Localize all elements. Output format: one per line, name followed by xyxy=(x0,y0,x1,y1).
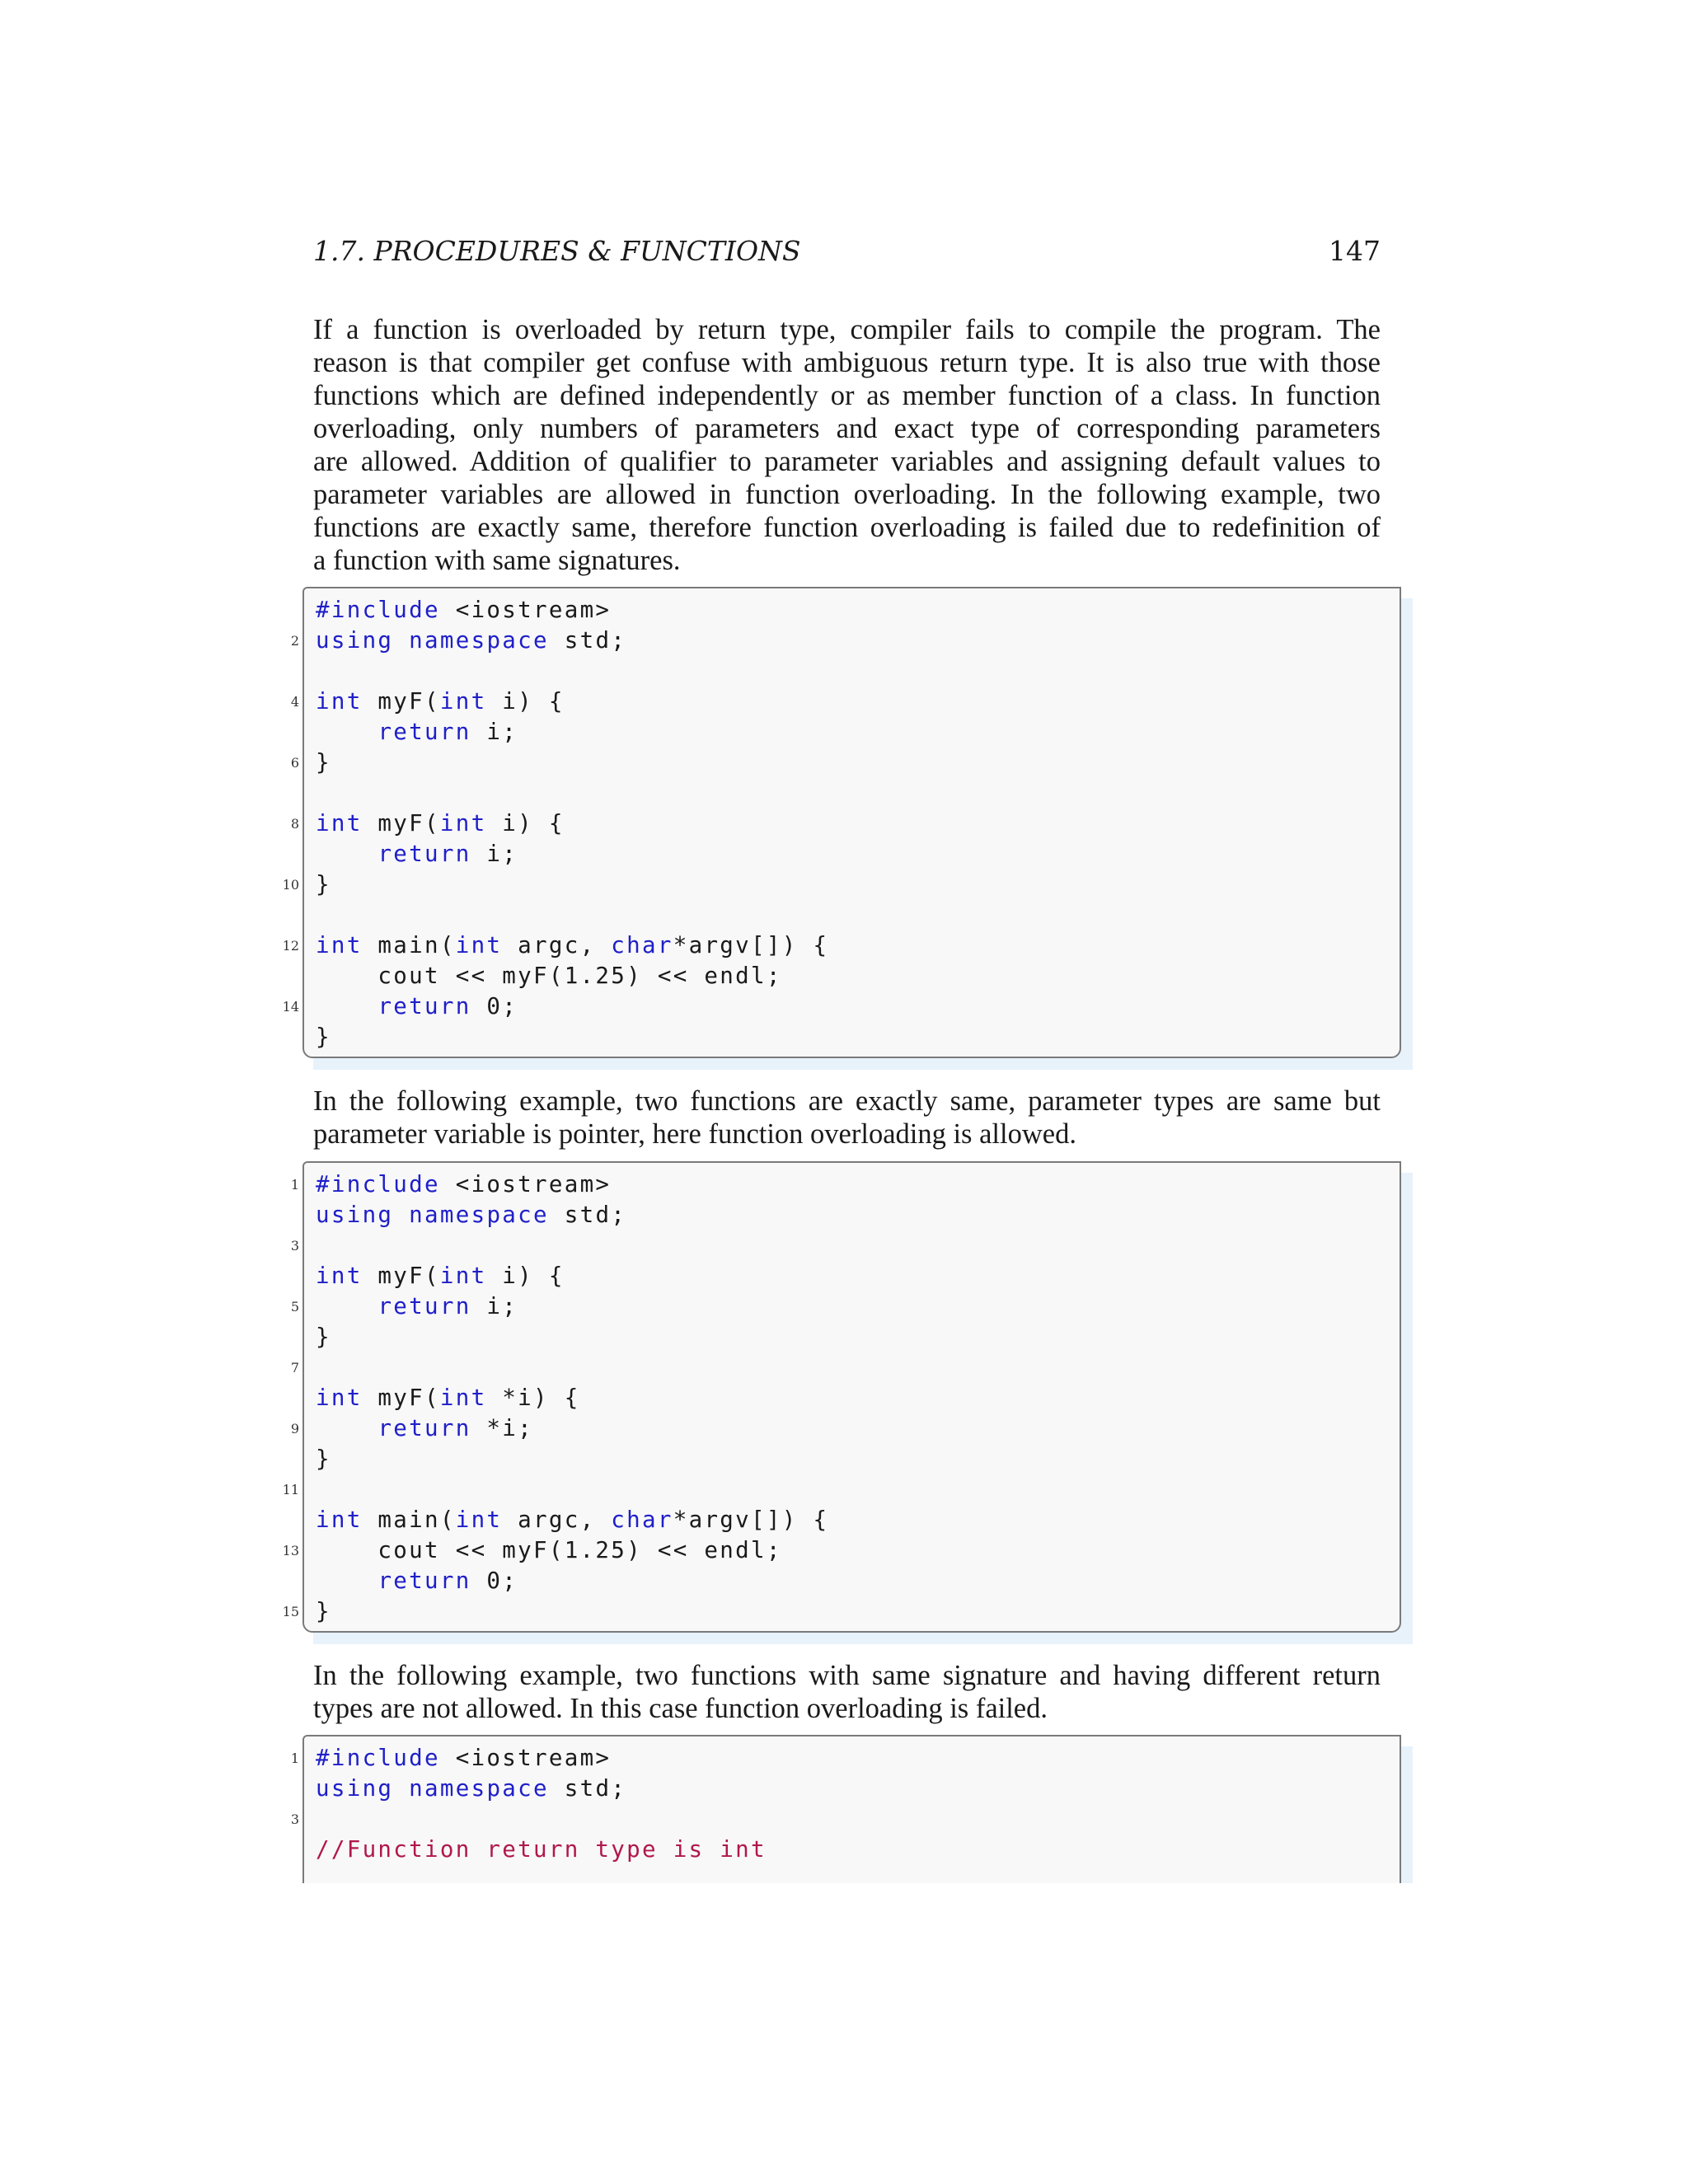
code-token: *argv[]) { xyxy=(673,932,829,958)
code-listing-redefinition xyxy=(272,587,1401,1058)
paragraph-line: a function with same signatures. xyxy=(313,545,681,576)
line-number: 10 xyxy=(282,877,299,893)
code-keyword: int xyxy=(439,810,487,837)
code-token xyxy=(316,841,377,867)
code-token: std; xyxy=(548,1202,627,1228)
code-text xyxy=(316,1505,828,1535)
code-line xyxy=(272,1230,1401,1261)
code-keyword: #include xyxy=(316,1171,440,1197)
paragraph-line: overloading, only numbers of parameters and exact type of corresponding parameters xyxy=(313,413,1381,444)
code-line xyxy=(272,595,1401,626)
code-keyword: char xyxy=(611,1507,673,1533)
line-number: 3 xyxy=(290,1811,299,1827)
code-line xyxy=(272,778,1401,808)
code-line xyxy=(272,1505,1401,1535)
code-keyword: int xyxy=(316,810,363,837)
code-line xyxy=(272,1474,1401,1505)
line-number: 14 xyxy=(282,999,299,1015)
paragraph-line: In the following example, two functions are exactly same, parameter types are same but xyxy=(313,1085,1381,1117)
code-token: i) { xyxy=(486,1263,565,1289)
code-comment: //Function return type is int xyxy=(316,1836,767,1863)
code-line xyxy=(272,900,1401,930)
code-text xyxy=(316,626,626,656)
code-token: main( xyxy=(362,1507,456,1533)
code-keyword: #include xyxy=(316,597,440,623)
code-keyword: #include xyxy=(316,1745,440,1771)
code-line xyxy=(272,1322,1401,1352)
code-keyword: using xyxy=(316,1202,394,1228)
line-number: 6 xyxy=(290,755,299,771)
code-line xyxy=(272,1774,1401,1804)
code-line xyxy=(272,1535,1401,1566)
code-text xyxy=(316,1743,611,1774)
code-line xyxy=(272,1444,1401,1474)
code-token: } xyxy=(316,1446,331,1472)
code-line xyxy=(272,930,1401,961)
code-token xyxy=(316,1415,377,1441)
code-line xyxy=(272,626,1401,656)
code-line xyxy=(272,1383,1401,1413)
code-line xyxy=(272,808,1401,839)
running-header xyxy=(313,235,1381,273)
code-token xyxy=(316,719,377,745)
code-token: } xyxy=(316,1598,331,1624)
code-text xyxy=(316,1835,767,1865)
code-line xyxy=(272,1261,1401,1291)
line-number: 1 xyxy=(290,1750,299,1766)
code-line xyxy=(272,1200,1401,1230)
code-text xyxy=(316,687,565,717)
paragraph-line: If a function is overloaded by return type, compiler fails to compile the program. The xyxy=(313,314,1381,345)
code-keyword: int xyxy=(455,932,503,958)
paragraph-line: are allowed. Addition of qualifier to parameter variables and assigning default values to xyxy=(313,446,1381,477)
code-token: i) { xyxy=(486,688,565,715)
code-line xyxy=(272,1566,1401,1596)
code-keyword: namespace xyxy=(409,1775,549,1802)
code-text xyxy=(316,595,611,626)
code-text xyxy=(316,1261,565,1291)
code-line xyxy=(272,1169,1401,1200)
paragraph-line: parameter variable is pointer, here function overloading is allowed. xyxy=(313,1118,1076,1150)
code-text xyxy=(316,1444,331,1474)
code-keyword: int xyxy=(455,1507,503,1533)
code-text xyxy=(316,1413,533,1444)
code-token: } xyxy=(316,749,331,776)
code-token: cout << myF(1.25) << endl; xyxy=(316,963,782,989)
page-number: 147 xyxy=(1329,235,1381,267)
line-number: 15 xyxy=(282,1604,299,1619)
code-text xyxy=(316,930,828,961)
code-token: } xyxy=(316,1324,331,1350)
code-token: std; xyxy=(548,1775,627,1802)
line-number: 11 xyxy=(282,1482,299,1497)
code-line xyxy=(272,1413,1401,1444)
code-text xyxy=(316,1383,580,1413)
section-title: 1.7. PROCEDURES & FUNCTIONS xyxy=(313,235,801,267)
code-token: 0; xyxy=(471,993,518,1019)
code-keyword: int xyxy=(316,1385,363,1411)
code-token xyxy=(393,1775,409,1802)
line-number: 7 xyxy=(290,1360,299,1376)
code-token: } xyxy=(316,871,331,898)
code-text xyxy=(316,717,518,748)
code-line xyxy=(272,1743,1401,1774)
paragraph-line: parameter variables are allowed in function overloading. In the following example, two xyxy=(313,479,1381,510)
code-text xyxy=(316,1169,611,1200)
code-token xyxy=(316,1568,377,1594)
code-keyword: int xyxy=(316,688,363,715)
code-line xyxy=(272,1835,1401,1865)
code-token: <iostream> xyxy=(439,1171,612,1197)
code-token xyxy=(393,1202,409,1228)
code-text xyxy=(316,991,518,1022)
code-line xyxy=(272,991,1401,1022)
code-keyword: int xyxy=(439,688,487,715)
code-token: <iostream> xyxy=(439,1745,612,1771)
code-token xyxy=(316,1293,377,1319)
code-token: *i; xyxy=(471,1415,534,1441)
code-token: std; xyxy=(548,627,627,654)
code-token: 0; xyxy=(471,1568,518,1594)
code-token: i; xyxy=(471,1293,518,1319)
code-keyword: int xyxy=(316,932,363,958)
paragraph-overloading-intro xyxy=(313,313,1381,577)
code-keyword: return xyxy=(377,719,471,745)
code-keyword: char xyxy=(611,932,673,958)
code-line xyxy=(272,1804,1401,1835)
code-token: } xyxy=(316,1024,331,1050)
code-text xyxy=(316,1596,331,1627)
code-keyword: int xyxy=(316,1507,363,1533)
code-token xyxy=(316,993,377,1019)
paragraph-return-type xyxy=(313,1659,1381,1725)
line-number: 13 xyxy=(282,1543,299,1558)
paragraph-line: functions which are defined independently or as member function of a class. In function xyxy=(313,380,1381,411)
code-text xyxy=(316,748,331,778)
code-token: *i) { xyxy=(486,1385,580,1411)
code-text xyxy=(316,961,782,991)
line-number: 8 xyxy=(290,816,299,832)
code-line xyxy=(272,1596,1401,1627)
paragraph-pointer-overload xyxy=(313,1085,1381,1151)
code-token: i; xyxy=(471,719,518,745)
code-text xyxy=(316,1322,331,1352)
line-number: 4 xyxy=(290,694,299,710)
code-keyword: using xyxy=(316,1775,394,1802)
code-text xyxy=(316,1535,782,1566)
code-line xyxy=(272,1352,1401,1383)
code-token: cout << myF(1.25) << endl; xyxy=(316,1537,782,1563)
code-text xyxy=(316,1566,518,1596)
code-keyword: return xyxy=(377,841,471,867)
code-text xyxy=(316,1291,518,1322)
code-line xyxy=(272,717,1401,748)
line-number: 5 xyxy=(290,1299,299,1315)
code-line xyxy=(272,961,1401,991)
code-line xyxy=(272,869,1401,900)
code-keyword: return xyxy=(377,1415,471,1441)
code-keyword: namespace xyxy=(409,627,549,654)
code-token: i; xyxy=(471,841,518,867)
code-text xyxy=(316,1774,626,1804)
paragraph-line: reason is that compiler get confuse with ambiguous return type. It is also true with those xyxy=(313,347,1381,378)
code-keyword: namespace xyxy=(409,1202,549,1228)
code-text xyxy=(316,1022,331,1052)
code-token: i) { xyxy=(486,810,565,837)
code-line xyxy=(272,1022,1401,1052)
code-text xyxy=(316,1200,626,1230)
code-token: myF( xyxy=(362,1385,440,1411)
code-keyword: int xyxy=(439,1385,487,1411)
code-line xyxy=(272,748,1401,778)
paragraph-line: functions are exactly same, therefore function overloading is failed due to redefinition of xyxy=(313,512,1381,543)
code-token: argc, xyxy=(502,932,612,958)
code-token: argc, xyxy=(502,1507,612,1533)
code-keyword: return xyxy=(377,1568,471,1594)
code-token: myF( xyxy=(362,1263,440,1289)
code-keyword: int xyxy=(316,1263,363,1289)
code-line xyxy=(272,656,1401,687)
page-bottom-margin xyxy=(0,1883,1688,2184)
code-token xyxy=(393,627,409,654)
code-token: <iostream> xyxy=(439,597,612,623)
code-text xyxy=(316,869,331,900)
code-token: *argv[]) { xyxy=(673,1507,829,1533)
paragraph-line: In the following example, two functions with same signature and having different return xyxy=(313,1660,1381,1691)
paragraph-line: types are not allowed. In this case function overloading is failed. xyxy=(313,1693,1048,1724)
line-number: 3 xyxy=(290,1238,299,1254)
code-listing-pointer-overload xyxy=(272,1161,1401,1633)
code-token: myF( xyxy=(362,688,440,715)
code-keyword: return xyxy=(377,1293,471,1319)
code-token: main( xyxy=(362,932,456,958)
line-number: 1 xyxy=(290,1177,299,1193)
code-line xyxy=(272,839,1401,869)
code-line xyxy=(272,687,1401,717)
line-number: 9 xyxy=(290,1421,299,1436)
code-keyword: using xyxy=(316,627,394,654)
code-keyword: int xyxy=(439,1263,487,1289)
code-text xyxy=(316,808,565,839)
code-text xyxy=(316,839,518,869)
code-line xyxy=(272,1291,1401,1322)
line-number: 12 xyxy=(282,938,299,954)
code-keyword: return xyxy=(377,993,471,1019)
line-number: 2 xyxy=(290,633,299,649)
code-token: myF( xyxy=(362,810,440,837)
